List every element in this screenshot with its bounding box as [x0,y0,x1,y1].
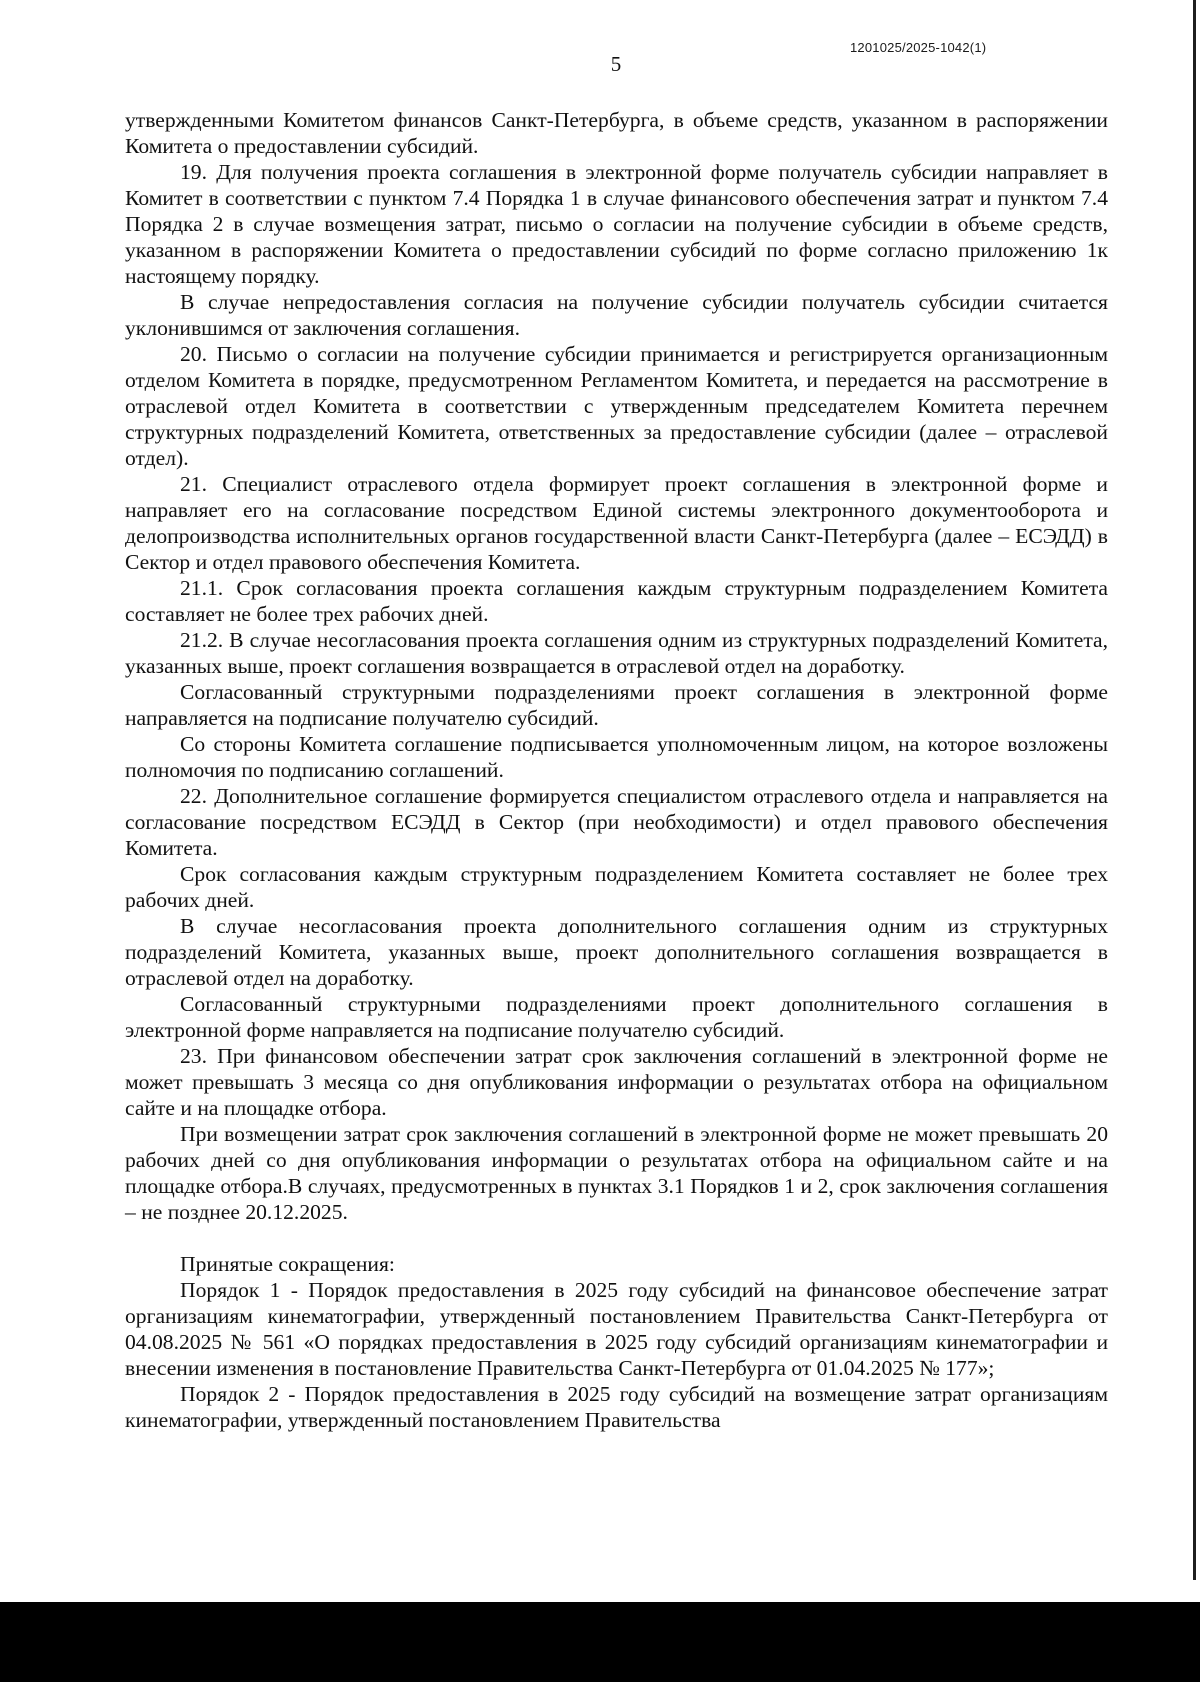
paragraph-20: 20. Письмо о согласии на получение субсидии принимается и регистрируется организационным отделом Комитета в порядке, предусмотренном Регламентом Комитета, и передается на рассмотрение в отраслевой отдел Комитета в соответствии с утвержденным председателем Комитета перечнем структурных подразделений Комитета, ответственных за предоставление субсидии (далее – отраслевой отдел). [125,342,1108,470]
paragraph-21-approved: Согласованный структурными подразделениями проект соглашения в электронной форме направляется на подписание получателю субсидий. [125,680,1108,730]
paragraph-23-reimbursement: При возмещении затрат срок заключения соглашений в электронной форме не может превышать 20 рабочих дней со дня опубликования информации о результатах отбора на официальном сайте и на площадке отбора.В случаях, предусмотренных в пунктах 3.1 Порядков 1 и 2, срок заключения соглашения – не позднее 20.12.2025. [125,1122,1108,1224]
document-body [125,107,1108,1433]
paragraph-22-term: Срок согласования каждым структурным подразделением Комитета составляет не более трех рабочих дней. [125,862,1108,912]
page-number: 5 [610,52,622,76]
paragraph-continuation: утвержденными Комитетом финансов Санкт-Петербурга, в объеме средств, указанном в распоряжении Комитета о предоставлении субсидий. [125,108,1108,158]
scan-right-edge [1193,0,1196,1580]
paragraph-21-2: 21.2. В случае несогласования проекта соглашения одним из структурных подразделений Комитета, указанных выше, проект соглашения возвращается в отраслевой отдел на доработку. [125,628,1108,678]
paragraph-21-signing: Со стороны Комитета соглашение подписывается уполномоченным лицом, на которое возложены полномочия по подписанию соглашений. [125,732,1108,782]
paragraph-22: 22. Дополнительное соглашение формируется специалистом отраслевого отдела и направляется на согласование посредством ЕСЭДД в Сектор (при необходимости) и отдел правового обеспечения Комитета. [125,784,1108,860]
abbreviation-procedure-1: Порядок 1 - Порядок предоставления в 2025 году субсидий на финансовое обеспечение затрат организациям кинематографии, утвержденный постановлением Правительства Санкт-Петербурга от 04.08.2025 № 561 «О порядках предоставления в 2025 году субсидий организациям кинематографии и внесении изменения в постановление Правительства Санкт-Петербурга от 01.04.2025 № 177»; [125,1278,1108,1380]
paragraph-23: 23. При финансовом обеспечении затрат срок заключения соглашений в электронной форме не может превышать 3 месяца со дня опубликования информации о результатах отбора на официальном сайте и на площадке отбора. [125,1044,1108,1120]
document-registration-number: 1201025/2025-1042(1) [850,40,987,55]
paragraph-19-refusal: В случае непредоставления согласия на получение субсидии получатель субсидии считается уклонившимся от заключения соглашения. [125,290,1108,340]
abbreviation-procedure-2: Порядок 2 - Порядок предоставления в 2025 году субсидий на возмещение затрат организациям кинематографии, утвержденный постановлением Правительства [125,1382,1108,1432]
paragraph-19: 19. Для получения проекта соглашения в электронной форме получатель субсидии направляет в Комитет в соответствии с пунктом 7.4 Порядка 1 в случае финансового обеспечения затрат и пунктом 7.4 Порядка 2 в случае возмещения затрат, письмо о согласии на получение субсидии в объеме средств, указанном в распоряжении Комитета о предоставлении субсидий по форме согласно приложению 1к настоящему порядку. [125,160,1108,288]
scan-bottom-band [0,1602,1200,1682]
paragraph-22-rejection: В случае несогласования проекта дополнительного соглашения одним из структурных подразделений Комитета, указанных выше, проект дополнительного соглашения возвращается в отраслевой отдел на доработку. [125,914,1108,990]
abbreviations-heading: Принятые сокращения: [180,1252,395,1276]
paragraph-21-1: 21.1. Срок согласования проекта соглашения каждым структурным подразделением Комитета составляет не более трех рабочих дней. [125,576,1108,626]
paragraph-21: 21. Специалист отраслевого отдела формирует проект соглашения в электронной форме и направляет его на согласование посредством Единой системы электронного документооборота и делопроизводства исполнительных органов государственной власти Санкт-Петербурга (далее – ЕСЭДД) в Сектор и отдел правового обеспечения Комитета. [125,472,1108,574]
paragraph-22-approved: Согласованный структурными подразделениями проект дополнительного соглашения в электронной форме направляется на подписание получателю субсидий. [125,992,1108,1042]
